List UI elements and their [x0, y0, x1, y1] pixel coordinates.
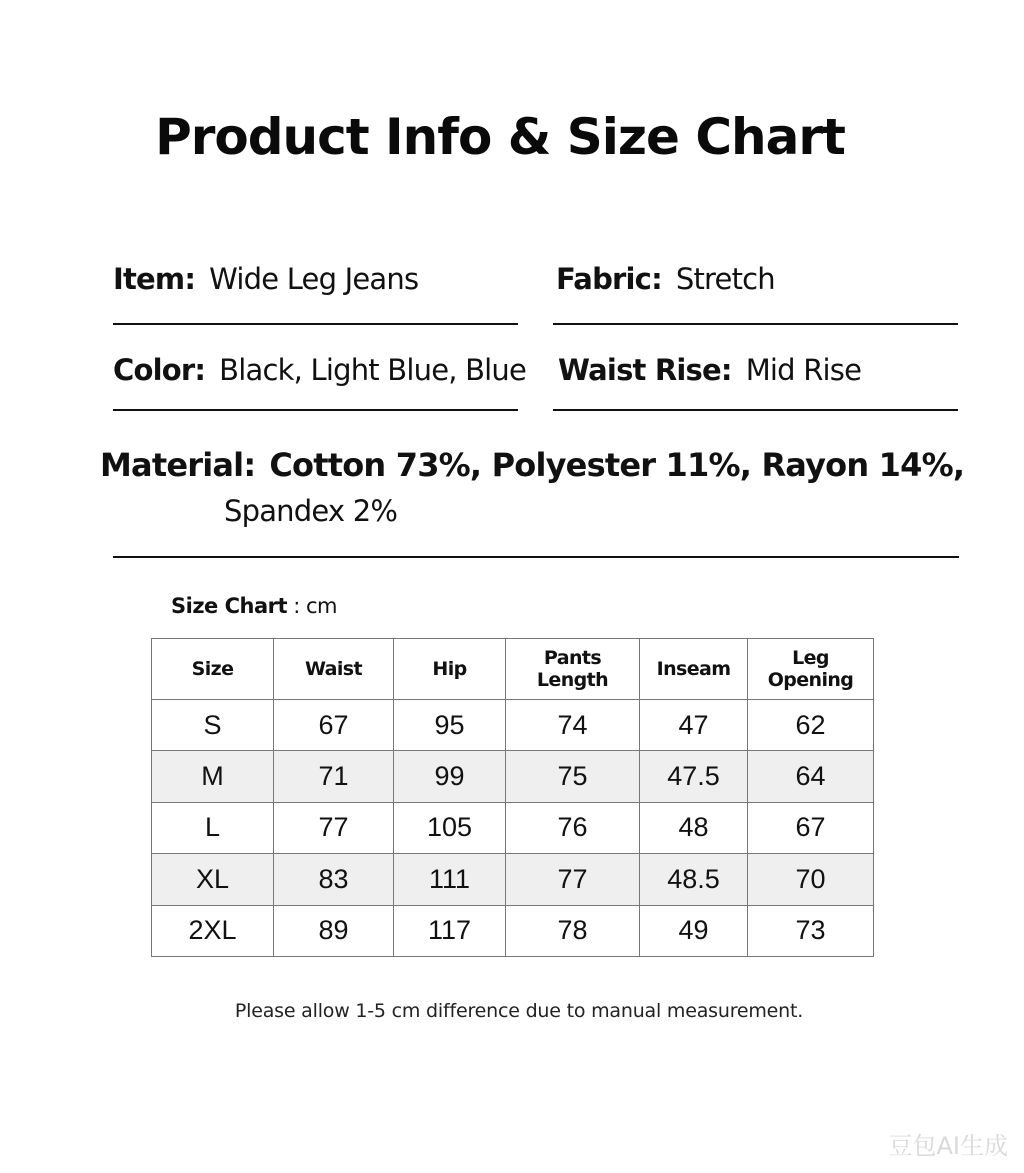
cell-leg-opening: 64	[748, 751, 874, 802]
table-header-row	[152, 639, 874, 700]
header-pants-length: Pants Length	[506, 639, 640, 700]
item-label: Item:	[113, 262, 196, 296]
cell-inseam: 48.5	[640, 854, 748, 905]
table-row	[152, 905, 874, 956]
cell-leg-opening: 67	[748, 802, 874, 853]
fabric-label: Fabric:	[556, 262, 662, 296]
size-chart-table	[151, 638, 874, 957]
table-row	[152, 700, 874, 751]
cell-leg-opening: 62	[748, 700, 874, 751]
cell-size: S	[152, 700, 274, 751]
divider	[553, 323, 958, 325]
cell-leg-opening: 70	[748, 854, 874, 905]
cell-pants-length: 76	[506, 802, 640, 853]
divider	[113, 556, 959, 558]
cell-pants-length: 75	[506, 751, 640, 802]
cell-inseam: 48	[640, 802, 748, 853]
cell-waist: 71	[274, 751, 394, 802]
cell-size: M	[152, 751, 274, 802]
item-value: Wide Leg Jeans	[209, 262, 419, 296]
header-size: Size	[152, 639, 274, 700]
cell-hip: 117	[394, 905, 506, 956]
divider	[553, 409, 958, 411]
cell-waist: 77	[274, 802, 394, 853]
cell-size: 2XL	[152, 905, 274, 956]
page-title: Product Info & Size Chart	[155, 108, 845, 166]
header-hip: Hip	[394, 639, 506, 700]
color-value: Black, Light Blue, Blue	[219, 353, 527, 387]
cell-inseam: 47	[640, 700, 748, 751]
header-waist: Waist	[274, 639, 394, 700]
table-row	[152, 751, 874, 802]
divider	[113, 409, 518, 411]
size-chart-unit: : cm	[293, 594, 337, 618]
cell-pants-length: 74	[506, 700, 640, 751]
divider	[113, 323, 518, 325]
table-row	[152, 802, 874, 853]
item-info	[113, 262, 418, 296]
size-chart-title: Size Chart	[171, 594, 288, 618]
material-info	[100, 446, 980, 484]
color-info	[113, 353, 526, 387]
material-label: Material:	[100, 446, 256, 484]
fabric-info	[556, 262, 775, 296]
cell-size: XL	[152, 854, 274, 905]
cell-inseam: 49	[640, 905, 748, 956]
header-inseam: Inseam	[640, 639, 748, 700]
cell-waist: 89	[274, 905, 394, 956]
cell-pants-length: 78	[506, 905, 640, 956]
cell-pants-length: 77	[506, 854, 640, 905]
rise-value: Mid Rise	[745, 353, 862, 387]
cell-inseam: 47.5	[640, 751, 748, 802]
size-chart-label	[171, 594, 337, 618]
fabric-value: Stretch	[675, 262, 775, 296]
header-leg-opening: Leg Opening	[748, 639, 874, 700]
material-value: Cotton 73%, Polyester 11%, Rayon 14%,	[269, 446, 965, 484]
cell-size: L	[152, 802, 274, 853]
cell-leg-opening: 73	[748, 905, 874, 956]
measurement-note: Please allow 1-5 cm difference due to manual measurement.	[234, 1000, 804, 1022]
color-label: Color:	[113, 353, 206, 387]
material-value-continued: Spandex 2%	[224, 494, 398, 528]
cell-hip: 95	[394, 700, 506, 751]
cell-waist: 83	[274, 854, 394, 905]
watermark: 豆包AI生成	[888, 1132, 1008, 1160]
rise-info	[558, 353, 861, 387]
cell-waist: 67	[274, 700, 394, 751]
rise-label: Waist Rise:	[558, 353, 732, 387]
cell-hip: 111	[394, 854, 506, 905]
table-row	[152, 854, 874, 905]
cell-hip: 99	[394, 751, 506, 802]
cell-hip: 105	[394, 802, 506, 853]
